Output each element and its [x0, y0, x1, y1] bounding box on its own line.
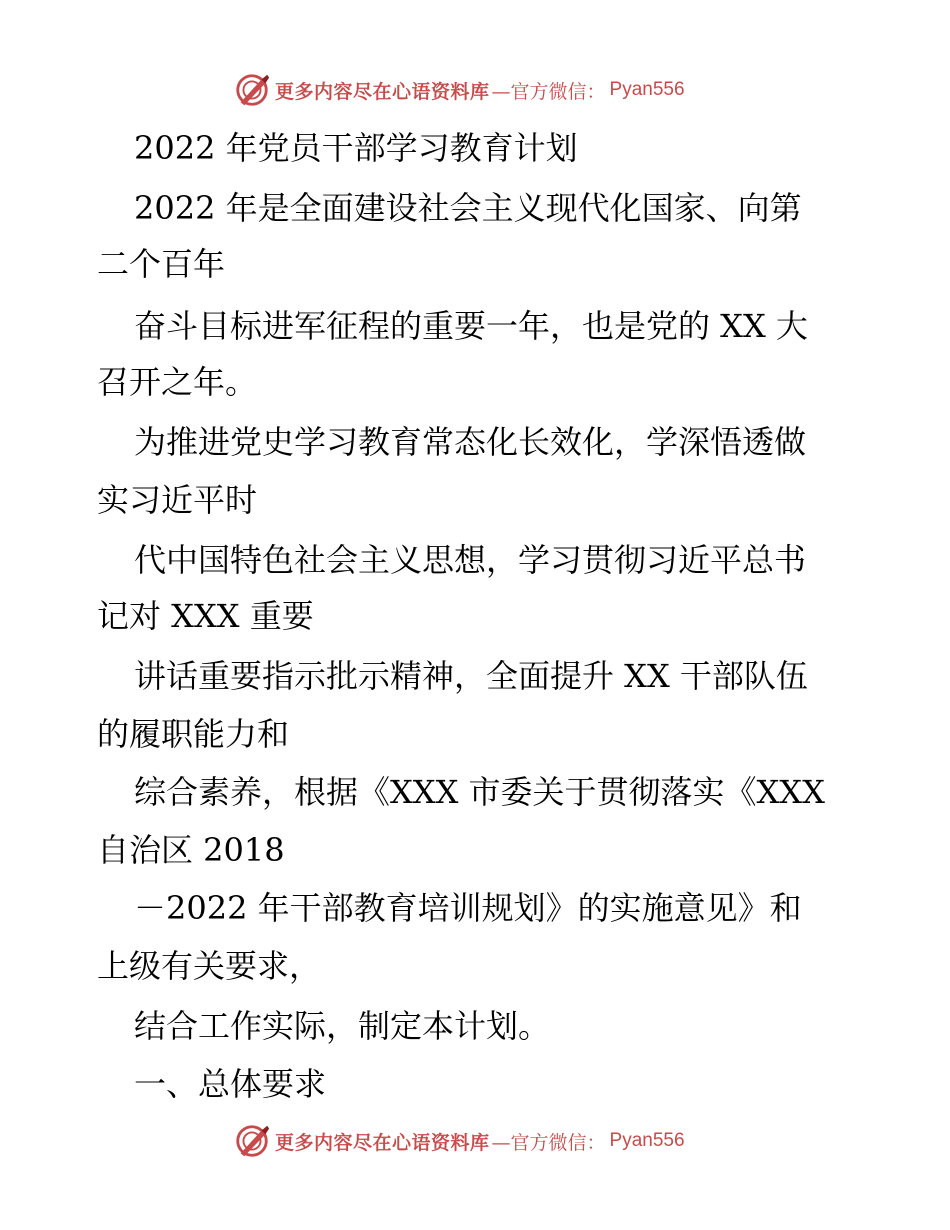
banner-text: 更多内容尽在心语资料库 [275, 80, 490, 103]
banner-wechat-id: Pyan556 [609, 79, 685, 100]
banner-wechat-id: Pyan556 [609, 1130, 685, 1151]
text-line: 上级有关要求， [97, 947, 322, 985]
text-line: 实习近平时 [97, 481, 258, 519]
text-line: 2022 年是全面建设社会主义现代化国家、向第 [134, 189, 802, 227]
footer-banner [233, 1121, 685, 1161]
text-line: 奋斗目标进军征程的重要一年，也是党的 XX 大 [134, 307, 808, 345]
banner-separator: —官方微信： [491, 1131, 606, 1154]
banner-text: 更多内容尽在心语资料库 [275, 1131, 490, 1154]
text-line: 代中国特色社会主义思想，学习贯彻习近平总书 [134, 541, 807, 579]
text-line: 二个百年 [97, 245, 226, 283]
text-line: 结合工作实际，制定本计划。 [134, 1007, 551, 1045]
text-line: 的履职能力和 [97, 715, 290, 753]
text-line: 自治区 2018 [97, 831, 285, 869]
text-line: 为推进党史学习教育常态化长效化，学深悟透做 [134, 423, 807, 461]
text-line: 综合素养，根据《XXX 市委关于贯彻落实《XXX [134, 773, 825, 811]
text-line: －2022 年干部教育培训规划》的实施意见》和 [134, 889, 802, 927]
text-line: 召开之年。 [97, 363, 258, 401]
section-heading: 一、总体要求 [134, 1065, 327, 1103]
header-banner [233, 70, 685, 110]
banner-separator: —官方微信： [491, 80, 606, 103]
text-line: 讲话重要指示批示精神，全面提升 XX 干部队伍 [134, 657, 808, 695]
document-title: 2022 年党员干部学习教育计划 [134, 129, 578, 167]
pen-logo-icon [233, 1122, 271, 1160]
text-line: 记对 XXX 重要 [97, 597, 314, 635]
pen-logo-icon [233, 71, 271, 109]
